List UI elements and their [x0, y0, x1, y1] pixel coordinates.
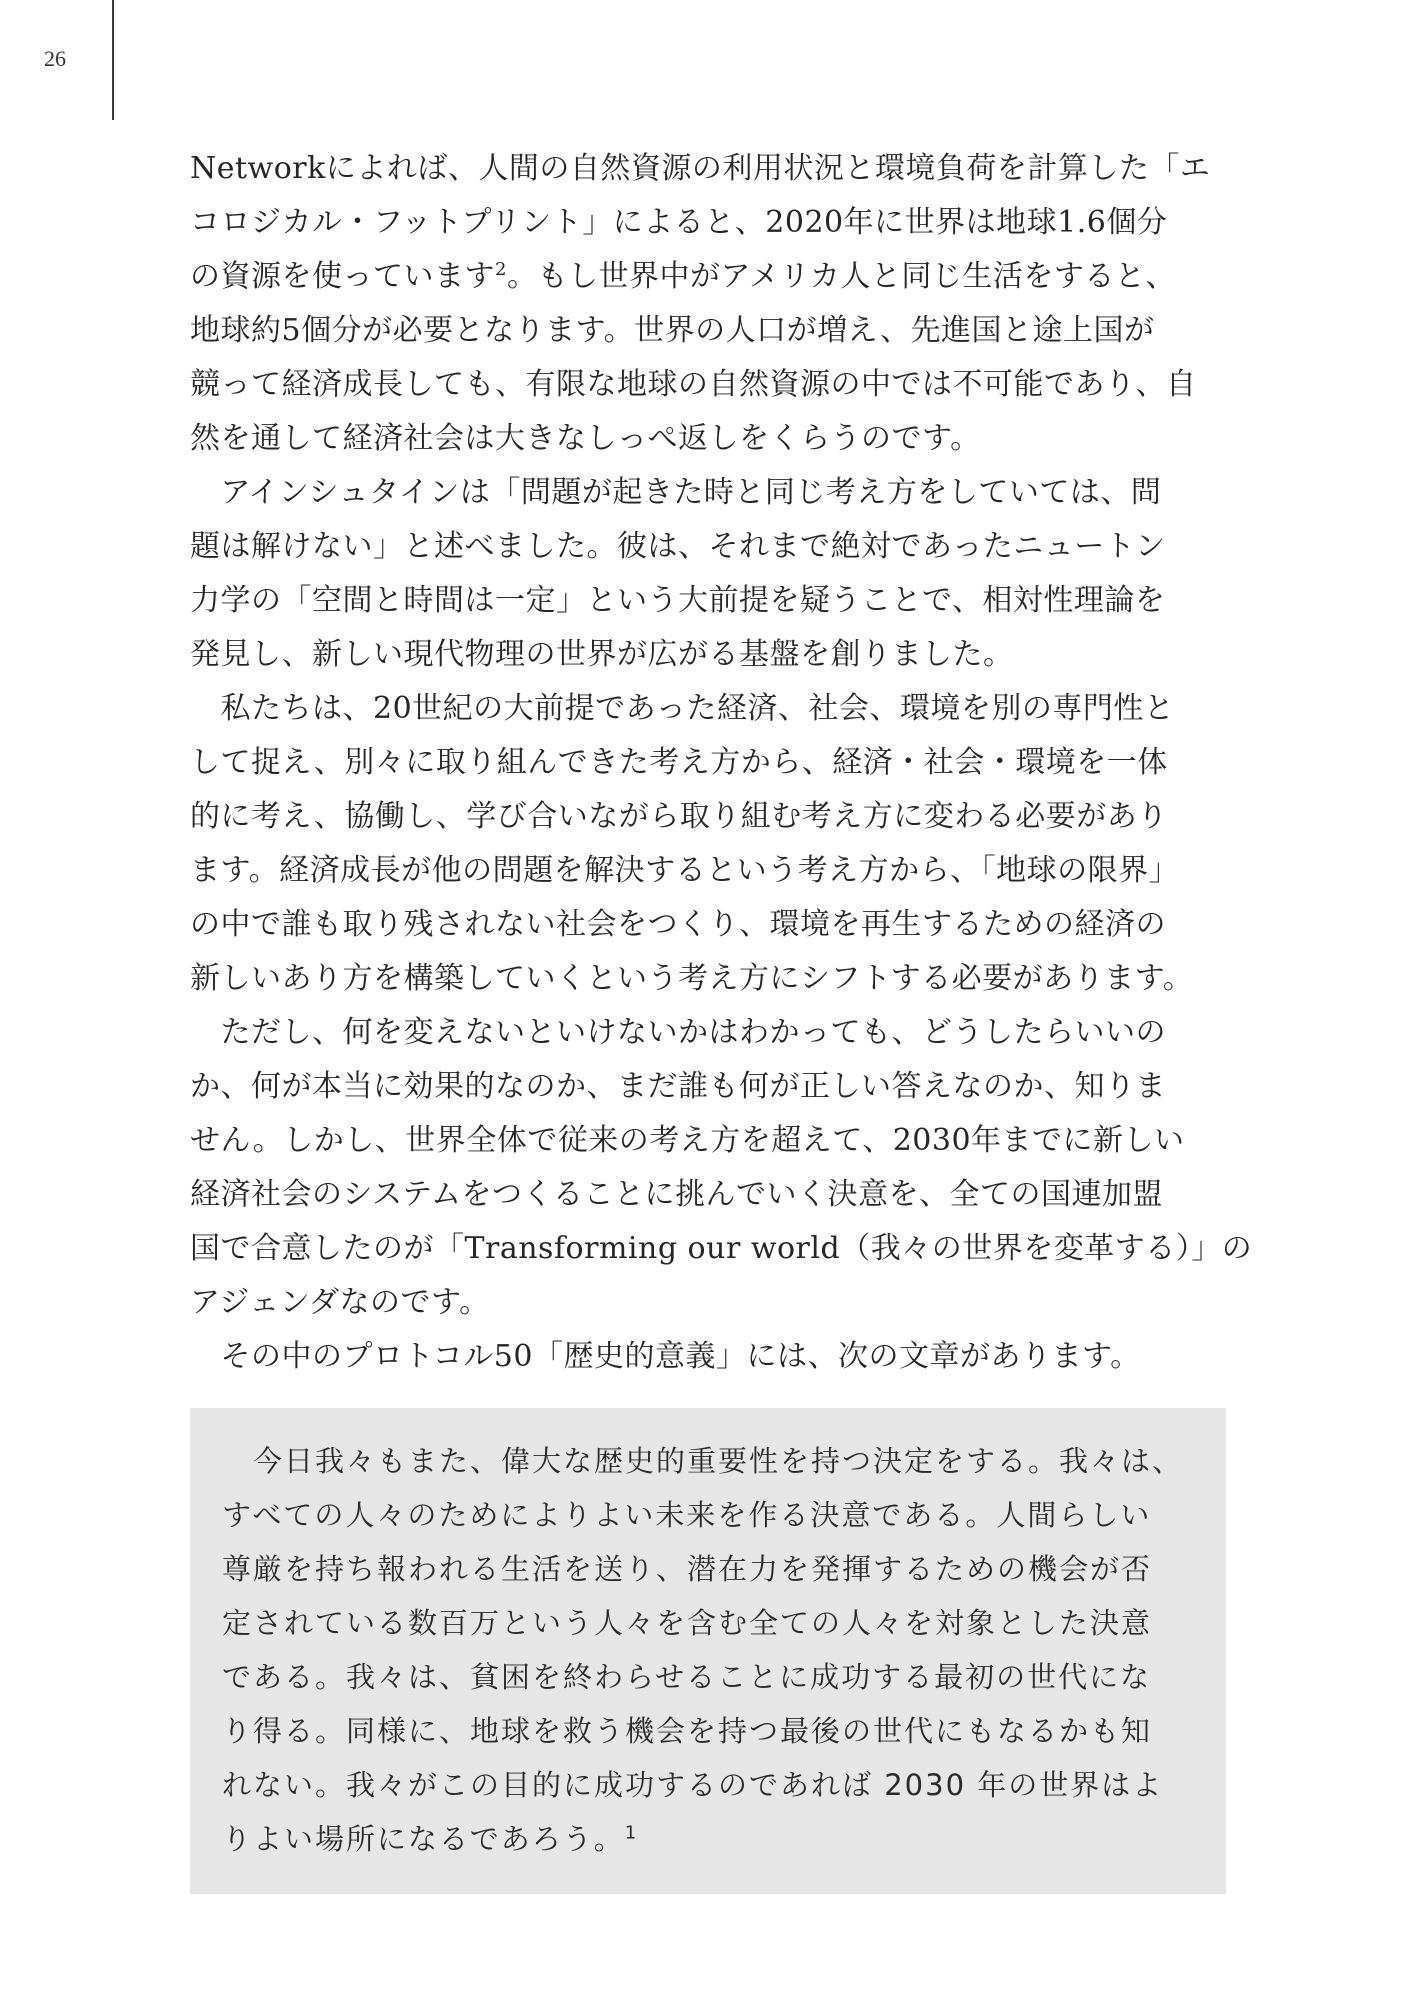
- quote-line: 今日我々もまた、偉大な歴史的重要性を持つ決定をする。我々は、: [222, 1444, 1184, 1478]
- body-line: 経済社会のシステムをつくることに挑んでいく決意を、全ての国連加盟: [190, 1177, 1163, 1212]
- quote-line: すべての人々のためによりよい未来を作る決意である。人間らしい: [222, 1498, 1152, 1532]
- body-line: その中のプロトコル50「歴史的意義」には、次の文章があります。: [190, 1339, 1141, 1374]
- body-line-text: 。もし世界中がアメリカ人と同じ生活をすると、: [506, 259, 1176, 294]
- body-line: [190, 250, 1230, 304]
- quote-text: [222, 1434, 1212, 1866]
- body-line: ただし、何を変えないといけないかはわかっても、どうしたらいいの: [190, 1015, 1166, 1050]
- body-line: せん。しかし、世界全体で従来の考え方を超えて、2030年までに新しい: [190, 1123, 1185, 1158]
- body-line: 然を通して経済社会は大きなしっぺ返しをくらうのです。: [190, 421, 981, 456]
- body-line: か、何が本当に効果的なのか、まだ誰も何が正しい答えなのか、知りま: [190, 1069, 1166, 1104]
- body-line: Networkによれば、人間の自然資源の利用状況と環境負荷を計算した「エ: [190, 151, 1211, 186]
- body-line: 発見し、新しい現代物理の世界が広がる基盤を創りました。: [190, 637, 1014, 672]
- quote-box: [190, 1408, 1226, 1894]
- body-line: して捉え、別々に取り組んできた考え方から、経済・社会・環境を一体: [190, 745, 1168, 780]
- quote-line: り得る。同様に、地球を救う機会を持つ最後の世代にもなるかも知: [222, 1714, 1153, 1748]
- body-line-text: の資源を使っています: [190, 259, 495, 294]
- footnote-marker: 1: [624, 1822, 639, 1844]
- body-line: コロジカル・フットプリント」によると、2020年に世界は地球1.6個分: [190, 205, 1168, 240]
- body-line: 国で合意したのが「Transforming our world（我々の世界を変革する）」の: [190, 1231, 1253, 1266]
- quote-line: 尊厳を持ち報われる生活を送り、潜在力を発揮するための機会が否: [222, 1552, 1153, 1586]
- body-line: 地球約5個分が必要となります。世界の人口が増え、先進国と途上国が: [190, 313, 1155, 348]
- body-line: 力学の「空間と時間は一定」という大前提を疑うことで、相対性理論を: [190, 583, 1166, 618]
- body-line: ます。経済成長が他の問題を解決するという考え方から、「地球の限界」: [190, 853, 1180, 888]
- body-line: 競って経済成長しても、有限な地球の自然資源の中では不可能であり、自: [190, 367, 1197, 402]
- body-line: 私たちは、20世紀の大前提であった経済、社会、環境を別の専門性と: [190, 691, 1175, 726]
- margin-rule: [112, 0, 114, 120]
- body-line: の中で誰も取り残されない社会をつくり、環境を再生するための経済の: [190, 907, 1166, 942]
- body-line: 新しいあり方を構築していくという考え方にシフトする必要があります。: [190, 961, 1194, 996]
- footnote-marker: 2: [495, 259, 507, 280]
- quote-line: れない。我々がこの目的に成功するのであれば 2030 年の世界はよ: [222, 1768, 1164, 1802]
- quote-line: 定されている数百万という人々を含む全ての人々を対象とした決意: [222, 1606, 1153, 1640]
- quote-line: である。我々は、貧困を終わらせることに成功する最初の世代にな: [222, 1660, 1152, 1694]
- quote-line: [222, 1812, 1212, 1866]
- body-line: 題は解けない」と述べました。彼は、それまで絶対であったニュートン: [190, 529, 1166, 564]
- body-line: 的に考え、協働し、学び合いながら取り組む考え方に変わる必要があり: [190, 799, 1168, 834]
- body-text: [190, 142, 1253, 1384]
- body-line: アジェンダなのです。: [190, 1285, 490, 1320]
- page-number: 26: [44, 46, 66, 71]
- body-line: アインシュタインは「問題が起きた時と同じ考え方をしていては、問: [190, 475, 1162, 510]
- quote-line-text: りよい場所になるであろう。: [222, 1822, 625, 1856]
